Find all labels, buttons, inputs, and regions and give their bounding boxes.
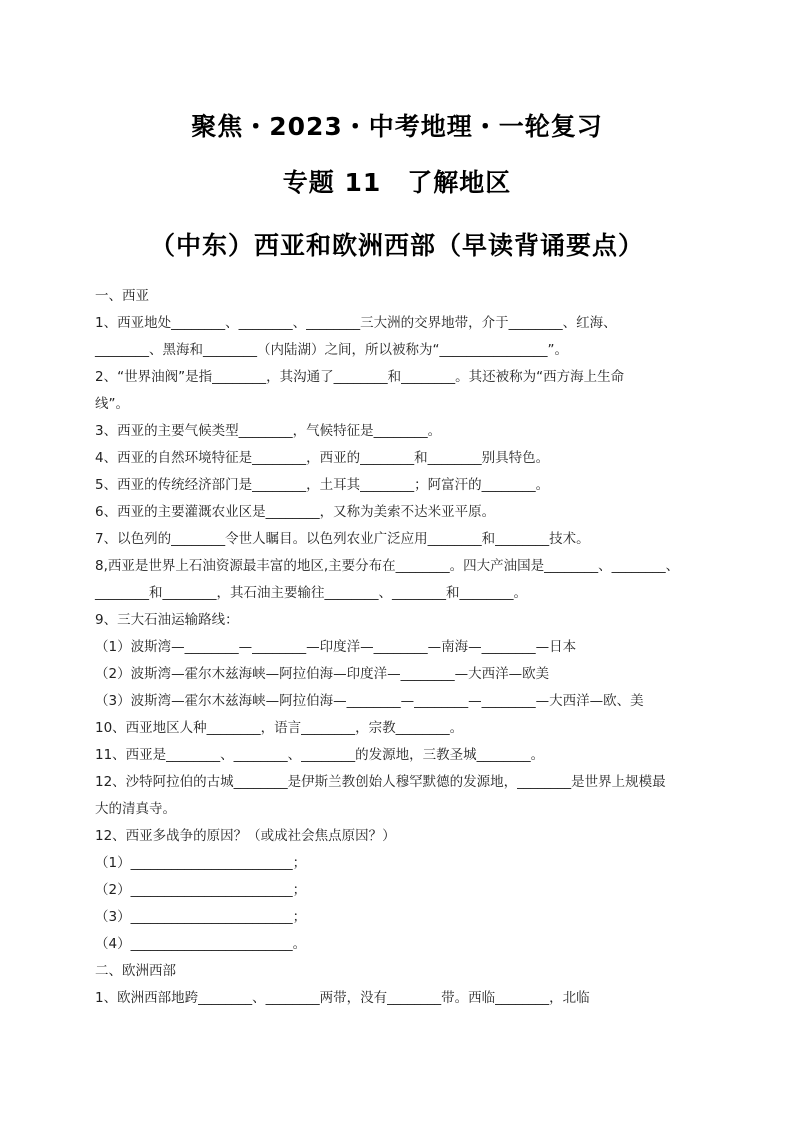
series-title: 聚焦・2023・中考地理・一轮复习: [191, 112, 603, 141]
question-line: 1、西亚地处________、________、________三大洲的交界地带，介于________、红海、: [95, 315, 617, 331]
answer-line: （3）________________________；: [95, 909, 307, 925]
question-line: 4、西亚的自然环境特征是________，西亚的________和________别具特色。: [95, 450, 550, 466]
question-line: 线”。: [95, 396, 129, 412]
question-line: 10、西亚地区人种________，语言________，宗教________。: [95, 720, 464, 736]
route-line: （3）波斯湾—霍尔木兹海峡—阿拉伯海—________—________—________—大西洋—欧、美: [95, 693, 644, 709]
answer-line: （1）________________________；: [95, 855, 307, 871]
section-heading-west-asia: 一、西亚: [95, 288, 149, 304]
question-line: 大的清真寺。: [95, 801, 176, 817]
question-line: 11、西亚是________、________、________的发源地，三教圣城________。: [95, 747, 545, 763]
question-line: 12、沙特阿拉伯的古城________是伊斯兰教创始人穆罕默德的发源地，________是世界上规模最: [95, 774, 666, 790]
section-title: （中东）西亚和欧洲西部（早读背诵要点）: [149, 231, 644, 260]
question-line: 8,西亚是世界上石油资源最丰富的地区,主要分布在________。四大产油国是________、________、: [95, 558, 680, 574]
route-line: （1）波斯湾—________—________—印度洋—________—南海—________—日本: [95, 639, 577, 655]
question-line: 12、西亚多战争的原因？（或成社会焦点原因？）: [95, 828, 396, 844]
route-line: （2）波斯湾—霍尔木兹海峡—阿拉伯海—印度洋—________—大西洋—欧美: [95, 666, 550, 682]
question-line: 5、西亚的传统经济部门是________，土耳其________；阿富汗的________。: [95, 477, 550, 493]
question-line: 2、“世界油阀”是指________，其沟通了________和________。其还被称为“西方海上生命: [95, 369, 625, 385]
answer-line: （4）________________________。: [95, 936, 307, 952]
worksheet-body: [95, 283, 705, 1012]
question-line: 3、西亚的主要气候类型________，气候特征是________。: [95, 423, 442, 439]
topic-title: 专题 11 了解地区: [282, 168, 512, 197]
answer-line: （2）________________________；: [95, 882, 307, 898]
section-heading-western-europe: 二、欧洲西部: [95, 963, 176, 979]
question-line: 1、欧洲西部地跨________、________两带，没有________带。西临________，北临: [95, 990, 590, 1006]
question-line: ________和________，其石油主要输往________、________和________。: [95, 585, 527, 601]
question-line: 9、三大石油运输路线：: [95, 612, 239, 628]
question-line: 7、以色列的________令世人瞩目。以色列农业广泛应用________和________技术。: [95, 531, 590, 547]
question-line: ________、黑海和________（内陆湖）之间，所以被称为“________________”。: [95, 342, 568, 358]
question-line: 6、西亚的主要灌溉农业区是________，又称为美索不达米亚平原。: [95, 504, 496, 520]
